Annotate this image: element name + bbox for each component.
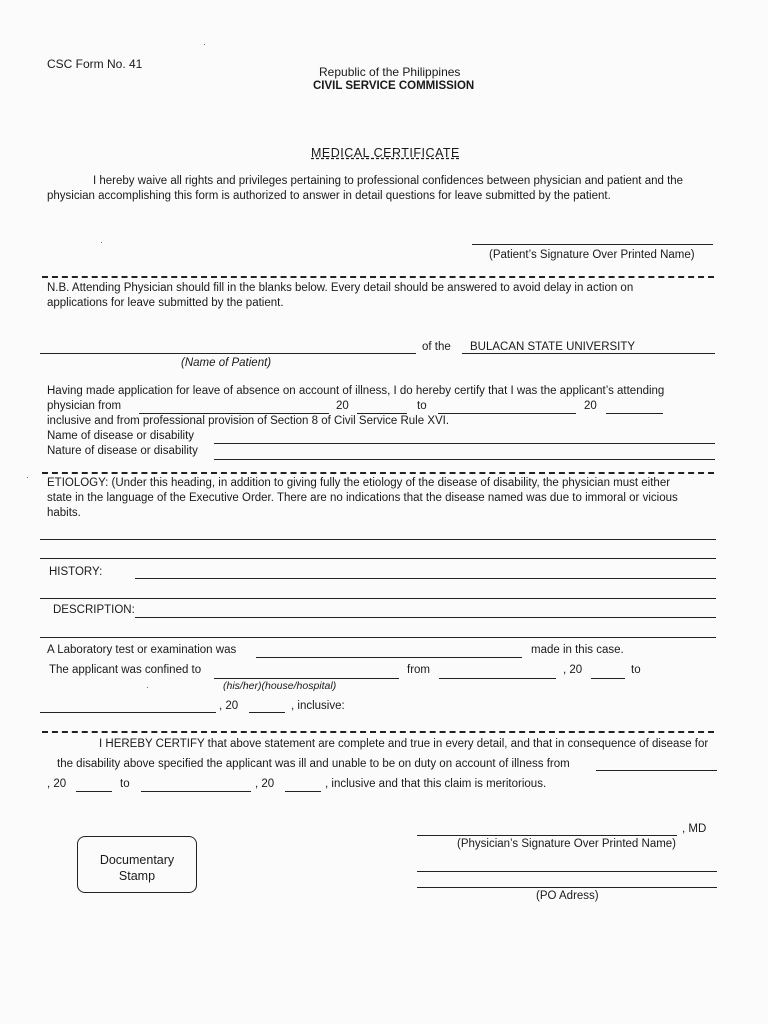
speck: · <box>26 473 29 482</box>
final-cert-line-2: the disability above specified the applicant was ill and unable to be on duty on account of illness from <box>57 758 570 770</box>
stamp-line-1: Documentary <box>99 853 175 867</box>
history-field-line[interactable] <box>40 598 716 599</box>
etiology-line-2: state in the language of the Executive Order. There are no indications that the disease named was due to immoral or vicious <box>47 492 678 504</box>
confinement-place-field[interactable] <box>214 678 399 679</box>
inclusive-label: , inclusive: <box>291 700 345 712</box>
final-to-year-prefix: , 20 <box>255 778 275 790</box>
form-number: CSC Form No. 41 <box>47 57 143 71</box>
final-cert-line-1: I HEREBY CERTIFY that above statement are complete and true in every detail, and that in consequence of disease for <box>99 738 709 750</box>
disease-name-label: Name of disease or disability <box>47 430 195 442</box>
commission-heading: CIVIL SERVICE COMMISSION <box>313 80 475 92</box>
place-hint: (his/her)(house/hospital) <box>223 680 337 692</box>
note-line-2: applications for leave submitted by the patient. <box>47 297 284 309</box>
final-to-label: to <box>120 778 130 790</box>
ill-to-date-field[interactable] <box>141 791 251 792</box>
etiology-line-3: habits. <box>47 507 81 519</box>
history-label: HISTORY: <box>49 566 103 578</box>
speck: · <box>146 683 149 692</box>
disease-name-field[interactable] <box>214 443 715 444</box>
patient-name-label: (Name of Patient) <box>181 357 272 369</box>
confined-to-year-prefix: , 20 <box>219 700 239 712</box>
laboratory-made-text: made in this case. <box>531 644 624 656</box>
waiver-text: I hereby waive all rights and privileges pertaining to professional confidences between physician and patient and the physician accomplishing this form is authorized to answer in detail questions for leave submitted by the patient. <box>47 175 684 202</box>
from-date-field[interactable] <box>139 413 329 414</box>
to-year-field[interactable] <box>606 413 663 414</box>
institution-field[interactable] <box>462 353 715 354</box>
description-field[interactable] <box>135 617 716 618</box>
confined-to-label: to <box>631 664 641 676</box>
physician-signature-line[interactable] <box>417 835 677 836</box>
documentary-stamp-box <box>77 836 197 893</box>
history-field[interactable] <box>135 578 716 579</box>
certification-line-1: Having made application for leave of absence on account of illness, I do hereby certify that I was the applicant’s attending <box>47 385 665 397</box>
confined-to-year-field[interactable] <box>249 712 285 713</box>
patient-name-field[interactable] <box>40 353 416 354</box>
po-address-line[interactable] <box>417 887 717 888</box>
patient-signature-line[interactable] <box>472 244 713 245</box>
etiology-line-1: ETIOLOGY: (Under this heading, in addition to giving fully the etiology of the disease of disability, the physician must either <box>47 477 671 489</box>
ill-to-year-field[interactable] <box>285 791 321 792</box>
speck: · <box>203 40 206 49</box>
certification-line-3: inclusive and from professional provision of Section 8 of Civil Service Rule XVI. <box>47 415 450 427</box>
disease-nature-field[interactable] <box>214 459 715 460</box>
final-year-prefix: , 20 <box>47 778 67 790</box>
laboratory-field[interactable] <box>256 657 522 658</box>
to-year-prefix: 20 <box>584 400 597 412</box>
confined-year-prefix: , 20 <box>563 664 583 676</box>
physician-signature-label: (Physician’s Signature Over Printed Name) <box>457 838 677 850</box>
speck: · <box>100 238 103 247</box>
note-line-1: N.B. Attending Physician should fill in the blanks below. Every detail should be answered to avoid delay in action on <box>47 282 634 294</box>
disease-nature-label: Nature of disease or disability <box>47 445 198 457</box>
republic-heading: Republic of the Philippines <box>319 65 461 79</box>
from-year-field[interactable] <box>357 413 407 414</box>
meritorious-text: , inclusive and that this claim is meritorious. <box>325 778 547 790</box>
laboratory-label: A Laboratory test or examination was <box>47 644 237 656</box>
ill-from-year-field[interactable] <box>76 791 112 792</box>
section-divider <box>42 731 714 733</box>
to-label: to <box>417 400 427 412</box>
of-the-label: of the <box>422 341 451 353</box>
physician-from-label: physician from <box>47 400 122 412</box>
confined-label: The applicant was confined to <box>49 664 202 676</box>
po-address-label: (PO Adress) <box>536 890 599 902</box>
confined-from-label: from <box>407 664 430 676</box>
confined-to-date-field[interactable] <box>40 712 216 713</box>
section-divider <box>42 472 714 474</box>
ill-from-date-field[interactable] <box>596 770 717 771</box>
page-title: MEDICAL CERTIFICATE <box>311 146 460 160</box>
institution-value: BULACAN STATE UNIVERSITY <box>470 341 636 353</box>
patient-signature-label: (Patient’s Signature Over Printed Name) <box>489 249 695 261</box>
etiology-field-line[interactable] <box>40 539 716 540</box>
confined-from-year-field[interactable] <box>591 678 625 679</box>
md-suffix: , MD <box>682 823 707 835</box>
section-divider <box>42 276 714 278</box>
description-label: DESCRIPTION: <box>53 604 135 616</box>
po-address-line[interactable] <box>417 871 717 872</box>
from-year-prefix: 20 <box>336 400 349 412</box>
confined-from-field[interactable] <box>439 678 556 679</box>
stamp-line-2: Stamp <box>118 869 156 883</box>
to-date-field[interactable] <box>438 413 576 414</box>
etiology-field-line[interactable] <box>40 558 716 559</box>
description-field-line[interactable] <box>40 637 716 638</box>
